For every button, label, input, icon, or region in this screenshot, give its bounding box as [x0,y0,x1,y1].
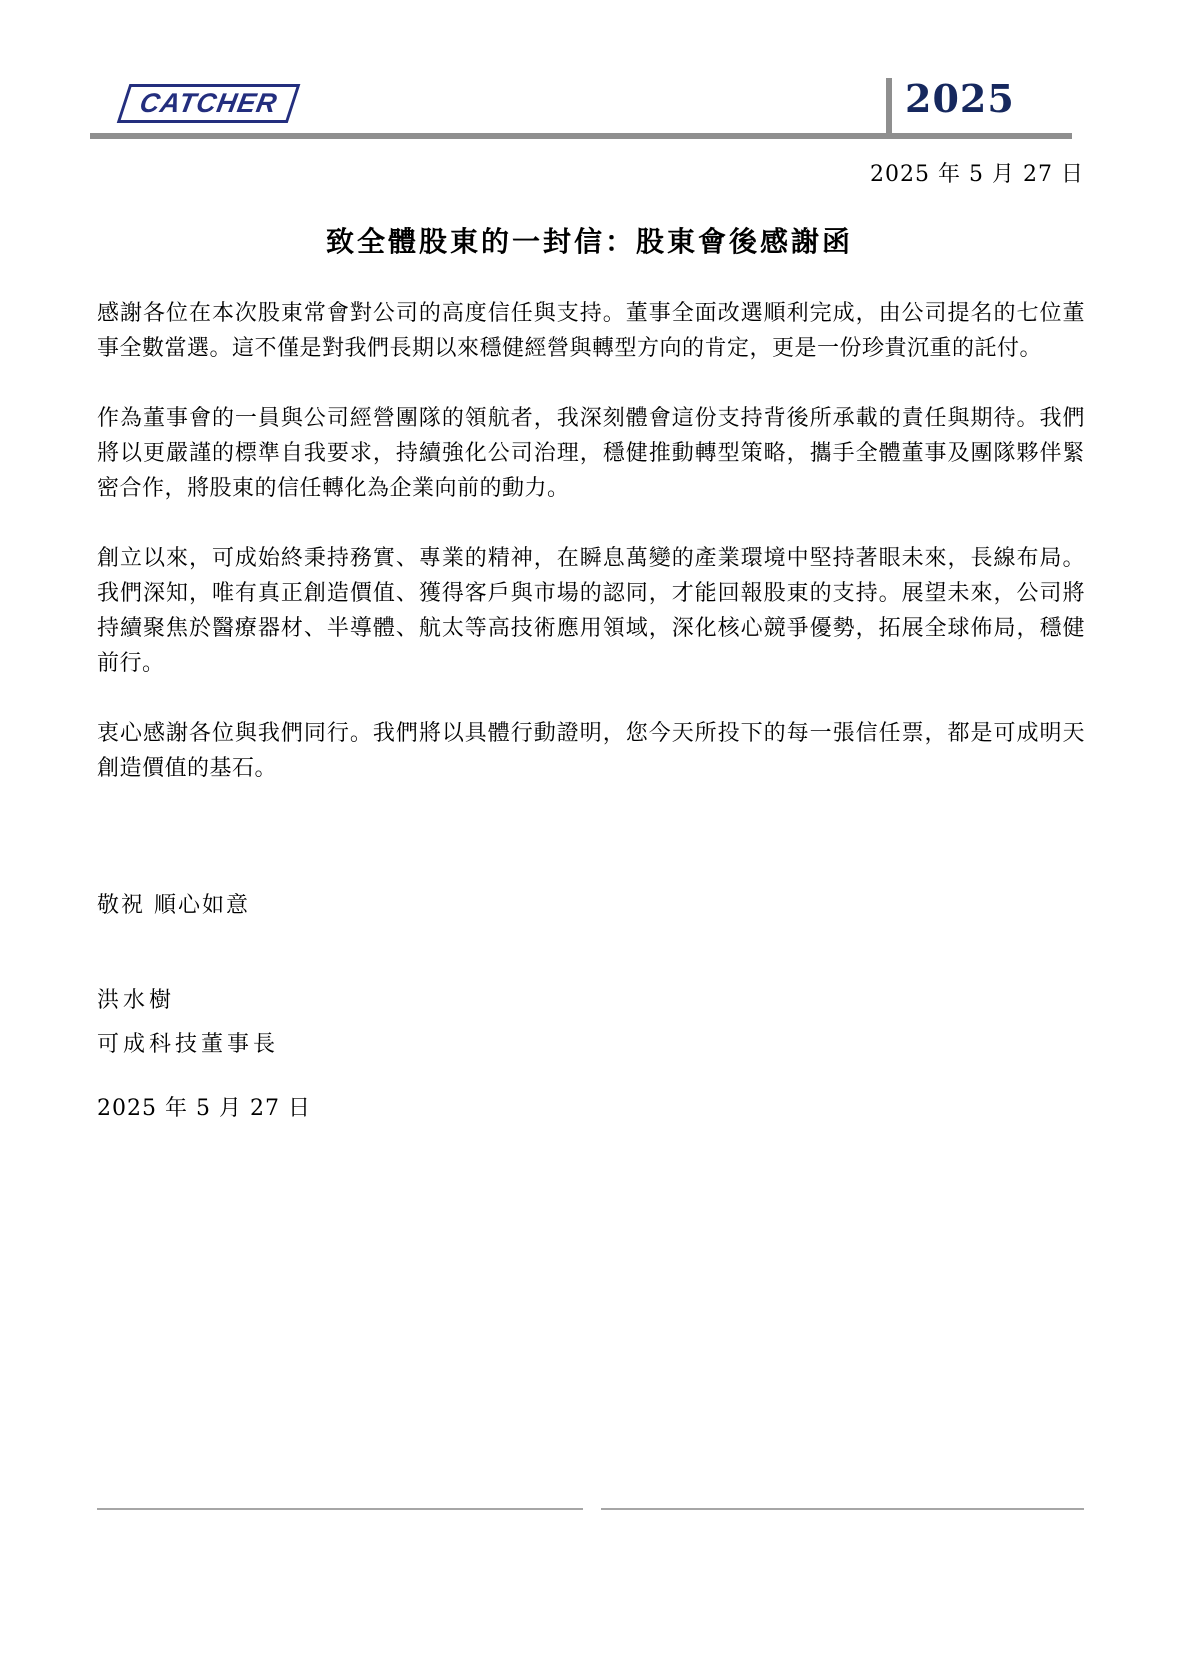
logo-parallelogram-frame [117,84,301,123]
paragraph-3: 創立以來，可成始終秉持務實、專業的精神，在瞬息萬變的產業環境中堅持著眼未來，長線布局。我們深知，唯有真正創造價值、獲得客戶與市場的認同，才能回報股東的支持。展望未來，公司將持續聚焦於醫療器材、半導體、航太等高技術應用領域，深化核心競爭優勢，拓展全球佈局，穩健前行。 [97,546,1085,676]
closing-salutation: 敬祝 順心如意 [97,893,250,918]
signer-name: 洪水樹 [97,988,176,1013]
footer-separator-right [601,1508,1084,1510]
signer-title: 可成科技董事長 [97,1032,280,1057]
letter-date-bottom: 2025 年 5 月 27 日 [97,1096,311,1121]
report-year: 2025 [905,76,1015,121]
header-horizontal-rule [90,133,1072,139]
footer-separator-left [97,1508,583,1510]
letter-title: 致全體股東的一封信：股東會後感謝函 [325,225,853,258]
letter-date-top: 2025 年 5 月 27 日 [870,162,1084,187]
year-vertical-bar [886,78,892,139]
catcher-logo [123,84,294,123]
logo-wordmark: CATCHER [137,88,280,118]
letter-body [97,296,1085,786]
paragraph-4: 衷心感謝各位與我們同行。我們將以具體行動證明，您今天所投下的每一張信任票，都是可成明天創造價值的基石。 [97,721,1085,781]
paragraph-2: 作為董事會的一員與公司經營團隊的領航者，我深刻體會這份支持背後所承載的責任與期待。我們將以更嚴謹的標準自我要求，持續強化公司治理，穩健推動轉型策略，攜手全體董事及團隊夥伴緊密合作，將股東的信任轉化為企業向前的動力。 [97,406,1085,501]
paragraph-1: 感謝各位在本次股東常會對公司的高度信任與支持。董事全面改選順利完成，由公司提名的七位董事全數當選。這不僅是對我們長期以來穩健經營與轉型方向的肯定，更是一份珍貴沉重的託付。 [97,301,1085,361]
